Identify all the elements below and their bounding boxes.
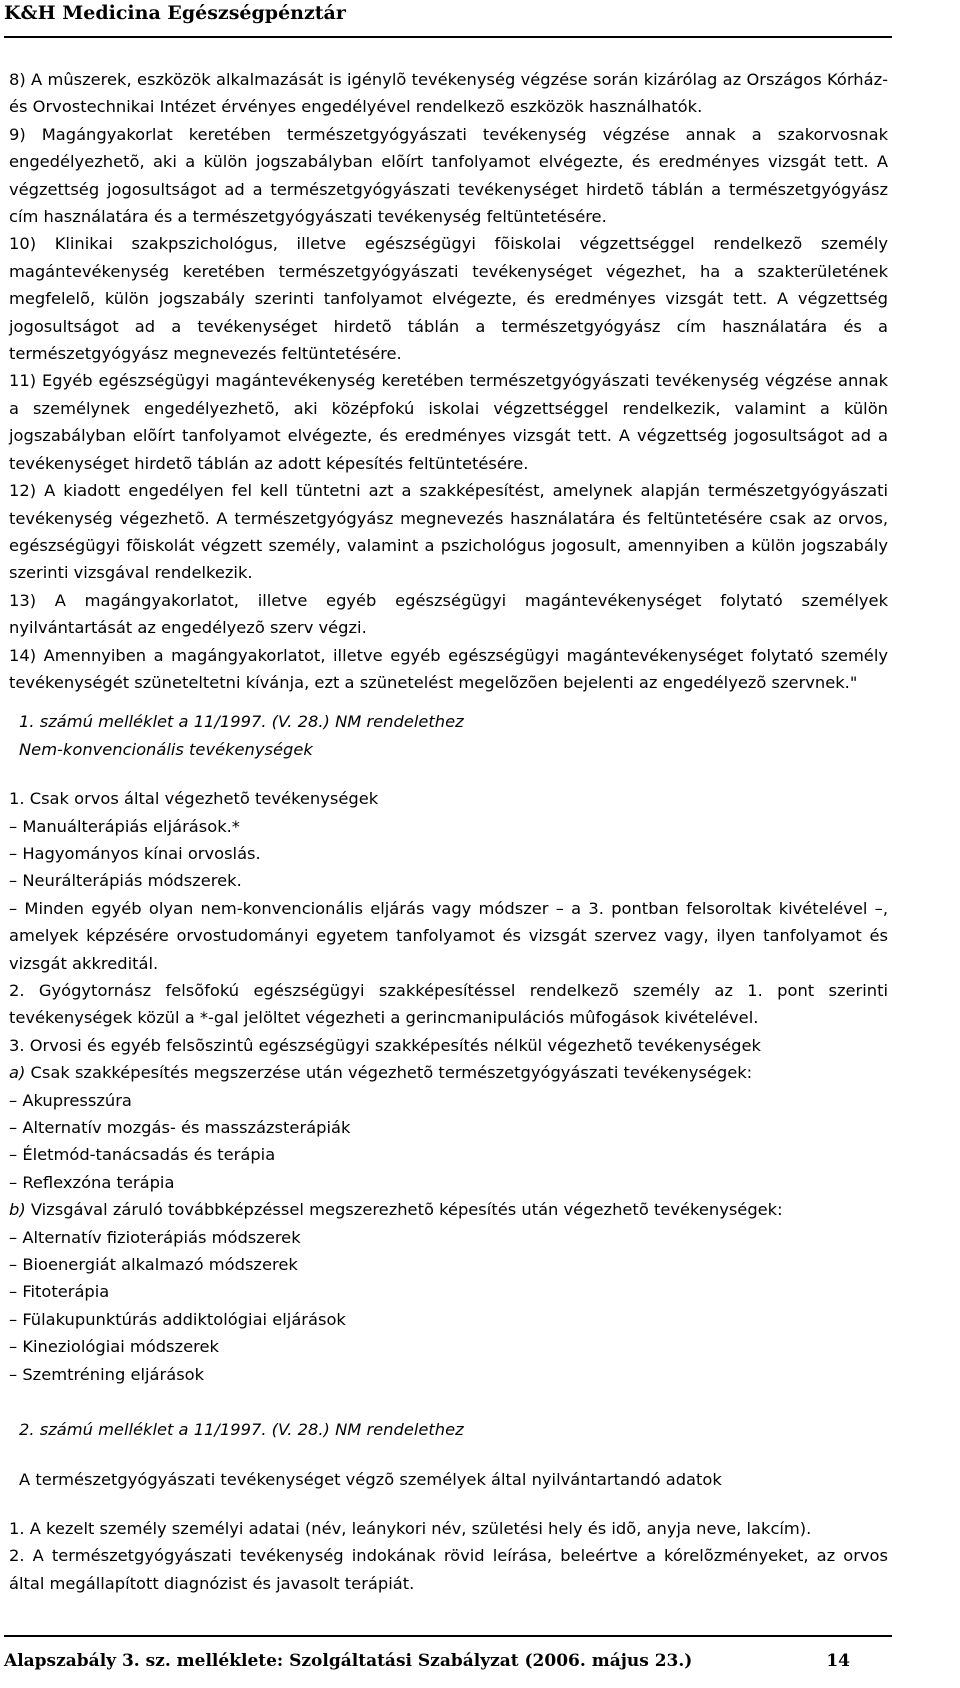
paragraph-12: 12) A kiadott engedélyen fel kell tüntetni azt a szakképesítést, amelynek alapján természetgyógyászati tevékenység végezhetõ. A természetgyógyász megnevezés használatára és feltüntetésére csak az orvos, egészségügyi fõiskolát végzett személy, valamint a pszichológus jogosult, amennyiben a külön jogszabály szerinti vizsgával rendelkezik.	[9, 481, 888, 583]
section-3-heading: 3. Orvosi és egyéb felsõszintû egészségügyi szakképesítés nélkül végezhetõ tevékenységek	[9, 1035, 761, 1055]
annex-1-subtitle: Nem-konvencionális tevékenységek	[19, 739, 313, 759]
page-number: 14	[826, 1651, 850, 1671]
page-footer	[4, 1635, 892, 1685]
paragraph-10: 10) Klinikai szakpszichológus, illetve egészségügyi fõiskolai végzettséggel rendelkezõ személy magántevékenység keretében természetgyógyászati tevékenységet végezhet, ha a szakterületének megfelelõ, külön jogszabály szerinti tanfolyamot elvégezte, és eredményes vizsgát tett. A végzettség jogosultságot ad a tevékenységet hirdetõ táblán a természetgyógyász cím használatára és a természetgyógyász megnevezés feltüntetésére.	[9, 234, 888, 364]
section-2-text: 2. Gyógytornász felsõfokú egészségügyi szakképesítéssel rendelkezõ személy az 1. pont szerinti tevékenységek közül a *-gal jelöltet végezheti a gerincmanipulációs mûfogások kivételével.	[9, 981, 888, 1028]
list-item: – Manuálterápiás eljárások.*	[9, 816, 240, 836]
page-header	[4, 0, 892, 40]
section-1-heading: 1. Csak orvos által végezhetõ tevékenységek	[9, 789, 379, 809]
header-divider	[4, 36, 892, 38]
subsection-b-text: Vizsgával záruló továbbképzéssel megszerezhetõ képesítés után végezhetõ tevékenységek:	[25, 1200, 783, 1220]
document-body	[9, 66, 888, 1597]
annex-2-title: 2. számú melléklet a 11/1997. (V. 28.) NM rendelethez	[19, 1420, 464, 1440]
subsection-b-label: b)	[9, 1200, 26, 1220]
paragraph-11: 11) Egyéb egészségügyi magántevékenység keretében természetgyógyászati tevékenység végzése annak a személynek engedélyezhetõ, aki középfokú iskolai végzettséggel rendelkezik, valamint a külön jogszabályban elõírt tanfolyamot elvégezte, és eredményes vizsgát tett. A végzettség jogosultságot ad a tevékenységet hirdetõ táblán az adott képesítés feltüntetésére.	[9, 371, 888, 473]
header-title: K&H Medicina Egészségpénztár	[4, 2, 346, 24]
list-item: – Kineziológiai módszerek	[9, 1337, 219, 1357]
list-item: – Szemtréning eljárások	[9, 1364, 205, 1384]
list-item: – Reflexzóna terápia	[9, 1172, 175, 1192]
list-item: – Alternatív fizioterápiás módszerek	[9, 1227, 301, 1247]
subsection-a-label: a)	[9, 1063, 26, 1083]
annex-2-item: 1. A kezelt személy személyi adatai (név, leánykori név, születési hely és idõ, anyja neve, lakcím).	[9, 1518, 812, 1538]
paragraph-8: 8) A mûszerek, eszközök alkalmazását is igénylõ tevékenység végzése során kizárólag az Országos Kórház- és Orvostechnikai Intézet érvényes engedélyével rendelkezõ eszközök használhatók.	[9, 70, 888, 117]
paragraph-13: 13) A magángyakorlatot, illetve egyéb egészségügyi magántevékenységet folytató személyek nyilvántartását az engedélyezõ szerv végzi.	[9, 590, 888, 638]
paragraph-14: 14) Amennyiben a magángyakorlatot, illetve egyéb egészségügyi magántevékenységet folytató személy tevékenységét szüneteltetni kívánja, ezt a szünetelést megelõzõen bejelenti az engedélyezõ szervnek."	[9, 645, 888, 692]
list-item: – Hagyományos kínai orvoslás.	[9, 843, 261, 863]
annex-2-item: 2. A természetgyógyászati tevékenység indokának rövid leírása, beleértve a kórelõzményeket, az orvos által megállapított diagnózist és javasolt terápiát.	[9, 1546, 888, 1593]
footer-title: Alapszabály 3. sz. melléklete: Szolgáltatási Szabályzat (2006. május 23.)	[4, 1651, 693, 1671]
list-item: – Fülakupunktúrás addiktológiai eljárások	[9, 1309, 346, 1329]
paragraph-9: 9) Magángyakorlat keretében természetgyógyászati tevékenység végzése annak a szakorvosnak engedélyezhetõ, aki a külön jogszabályban elõírt tanfolyamot elvégezte, és eredményes vizsgát tett. A végzettség jogosultságot ad a természetgyógyászati tevékenységet hirdetõ táblán a természetgyógyász cím használatára és a természetgyógyászati tevékenység feltüntetésére.	[9, 124, 888, 227]
annex-2-subtitle: A természetgyógyászati tevékenységet végzõ személyek által nyilvántartandó adatok	[19, 1469, 722, 1489]
list-item: – Bioenergiát alkalmazó módszerek	[9, 1255, 298, 1275]
list-item: – Akupresszúra	[9, 1090, 132, 1110]
annex-1-title: 1. számú melléklet a 11/1997. (V. 28.) NM rendelethez	[19, 712, 464, 732]
list-item: – Alternatív mozgás- és masszázsterápiák	[9, 1118, 351, 1138]
subsection-a-heading	[9, 1059, 888, 1086]
list-item: – Minden egyéb olyan nem-konvencionális eljárás vagy módszer – a 3. pontban felsoroltak kivételével –, amelyek képzésére orvostudományi egyetem tanfolyamot és vizsgát szervez vagy, ilyen tanfolyamot és vizsgát akkreditál.	[9, 898, 888, 973]
subsection-a-text: Csak szakképesítés megszerzése után végezhetõ természetgyógyászati tevékenységek:	[25, 1063, 753, 1083]
subsection-b-heading	[9, 1196, 888, 1223]
list-item: – Fitoterápia	[9, 1282, 110, 1302]
list-item: – Neurálterápiás módszerek.	[9, 871, 242, 891]
footer-divider	[4, 1635, 892, 1637]
list-item: – Életmód-tanácsadás és terápia	[9, 1145, 276, 1165]
